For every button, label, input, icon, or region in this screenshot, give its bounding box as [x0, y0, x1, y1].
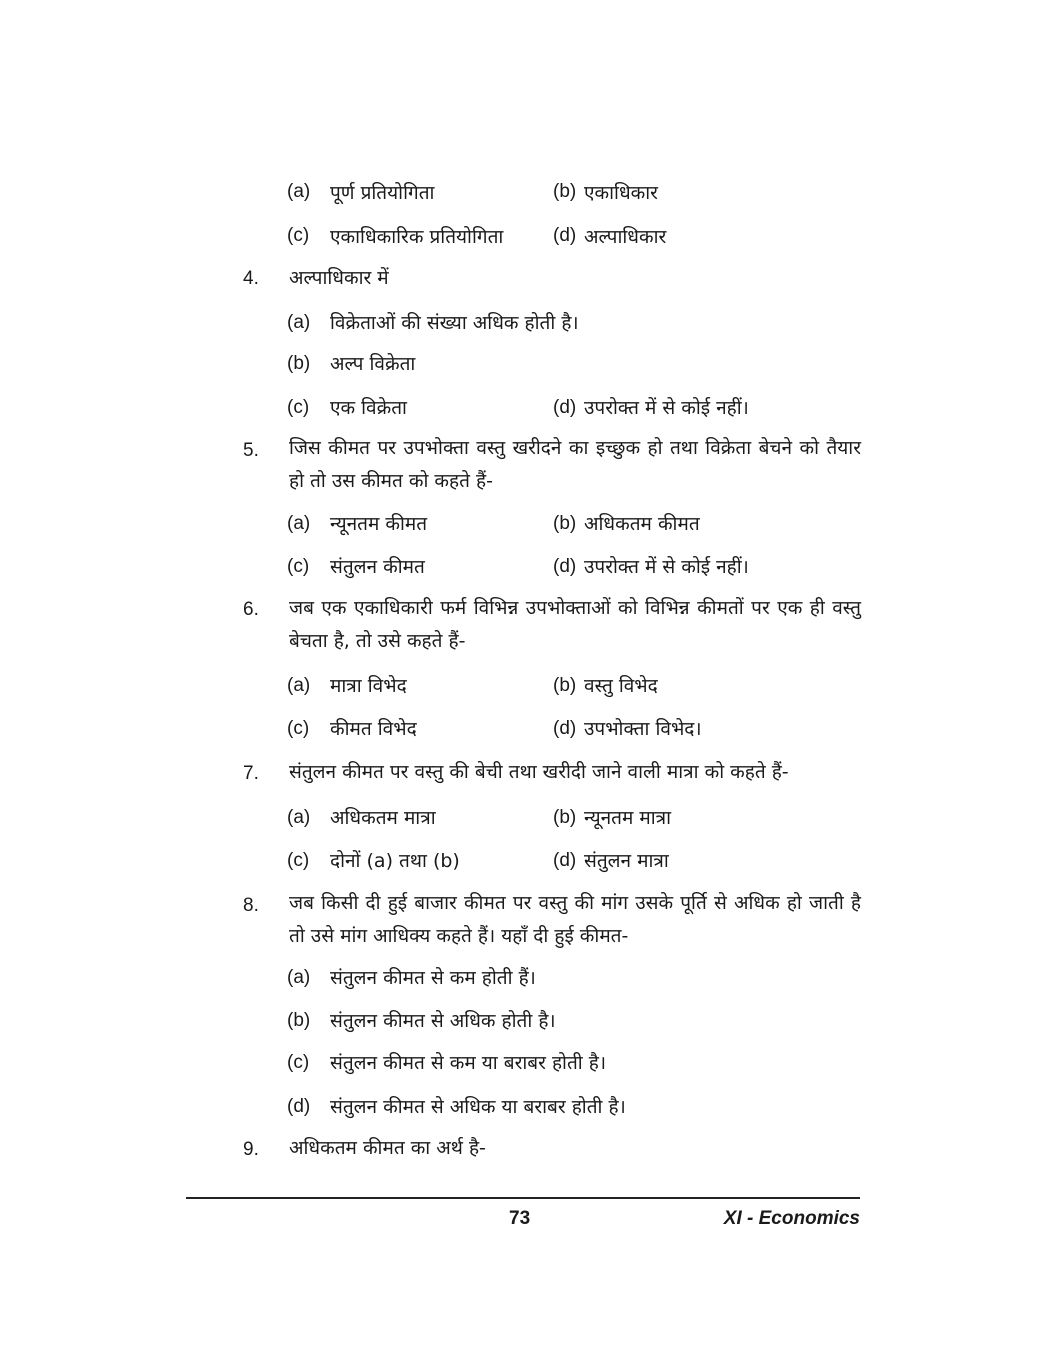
- option-text: अल्प विक्रेता: [330, 353, 416, 375]
- question-text: संतुलन कीमत पर वस्तु की बेची तथा खरीदी जाने वाली मात्रा को कहते हैं-: [289, 761, 789, 783]
- option-text: एक विक्रेता: [330, 397, 407, 419]
- option-label: (a): [287, 312, 311, 333]
- option-label: (d): [287, 1096, 311, 1117]
- option-label: (d): [553, 718, 577, 739]
- option-label: (b): [553, 181, 577, 202]
- question-text: अल्पाधिकार में: [289, 267, 389, 289]
- option-text: दोनों (a) तथा (b): [330, 850, 460, 872]
- question-number: 7.: [243, 763, 259, 784]
- option-text: एकाधिकार: [584, 182, 658, 204]
- option-text: अल्पाधिकार: [584, 226, 667, 248]
- option-label: (b): [553, 807, 577, 828]
- question-number: 6.: [243, 599, 259, 620]
- option-label: (d): [553, 397, 577, 418]
- option-label: (d): [553, 850, 577, 871]
- option-label: (a): [287, 675, 311, 696]
- option-text: वस्तु विभेद: [584, 675, 658, 697]
- option-label: (b): [553, 513, 577, 534]
- question-number: 4.: [243, 268, 259, 289]
- option-text: अधिकतम मात्रा: [330, 807, 436, 829]
- page-number: 73: [509, 1208, 531, 1229]
- option-label: (c): [287, 718, 310, 739]
- footer-title: XI - Economics: [723, 1208, 860, 1229]
- option-text: विक्रेताओं की संख्या अधिक होती है।: [330, 312, 579, 334]
- option-text: न्यूनतम मात्रा: [584, 807, 672, 829]
- option-text: उपभोक्ता विभेद।: [584, 718, 702, 740]
- question-text: अधिकतम कीमत का अर्थ है-: [289, 1137, 486, 1159]
- question-number: 5.: [243, 440, 259, 461]
- option-label: (b): [553, 675, 577, 696]
- question-number: 8.: [243, 895, 259, 916]
- question-text: जब एक एकाधिकारी फर्म विभिन्न उपभोक्ताओं को विभिन्न कीमतों पर एक ही वस्तु बेचता है, तो उसे कहते हैं-: [289, 597, 861, 652]
- option-label: (d): [553, 225, 577, 246]
- option-text: संतुलन मात्रा: [584, 850, 669, 872]
- option-text: उपरोक्त में से कोई नहीं।: [584, 556, 749, 578]
- option-text: एकाधिकारिक प्रतियोगिता: [330, 226, 504, 248]
- option-text: उपरोक्त में से कोई नहीं।: [584, 397, 749, 419]
- option-label: (c): [287, 556, 310, 577]
- option-label: (a): [287, 181, 311, 202]
- option-text: मात्रा विभेद: [330, 675, 407, 697]
- option-text: संतुलन कीमत से अधिक या बराबर होती है।: [330, 1096, 626, 1118]
- option-label: (b): [287, 353, 311, 374]
- option-label: (c): [287, 850, 310, 871]
- option-text: कीमत विभेद: [330, 718, 417, 740]
- option-label: (d): [553, 556, 577, 577]
- option-text: न्यूनतम कीमत: [330, 513, 428, 535]
- option-label: (a): [287, 967, 311, 988]
- option-text: संतुलन कीमत: [330, 556, 425, 578]
- question-text: जिस कीमत पर उपभोक्ता वस्तु खरीदने का इच्छुक हो तथा विक्रेता बेचने को तैयार हो तो उस कीमत को कहते हैं-: [289, 437, 861, 492]
- option-label: (a): [287, 807, 311, 828]
- option-label: (c): [287, 397, 310, 418]
- option-label: (b): [287, 1010, 311, 1031]
- option-label: (a): [287, 513, 311, 534]
- option-text: संतुलन कीमत से कम या बराबर होती है।: [330, 1052, 607, 1074]
- question-number: 9.: [243, 1139, 259, 1160]
- option-label: (c): [287, 1052, 310, 1073]
- option-label: (c): [287, 225, 310, 246]
- option-text: संतुलन कीमत से अधिक होती है।: [330, 1010, 556, 1032]
- option-text: अधिकतम कीमत: [584, 513, 700, 535]
- option-text: पूर्ण प्रतियोगिता: [330, 182, 435, 204]
- footer-divider: [186, 1197, 860, 1199]
- question-text: जब किसी दी हुई बाजार कीमत पर वस्तु की मांग उसके पूर्ति से अधिक हो जाती है तो उसे मांग आधिक्य कहते हैं। यहाँ दी हुई कीमत-: [289, 892, 861, 947]
- option-text: संतुलन कीमत से कम होती हैं।: [330, 967, 536, 989]
